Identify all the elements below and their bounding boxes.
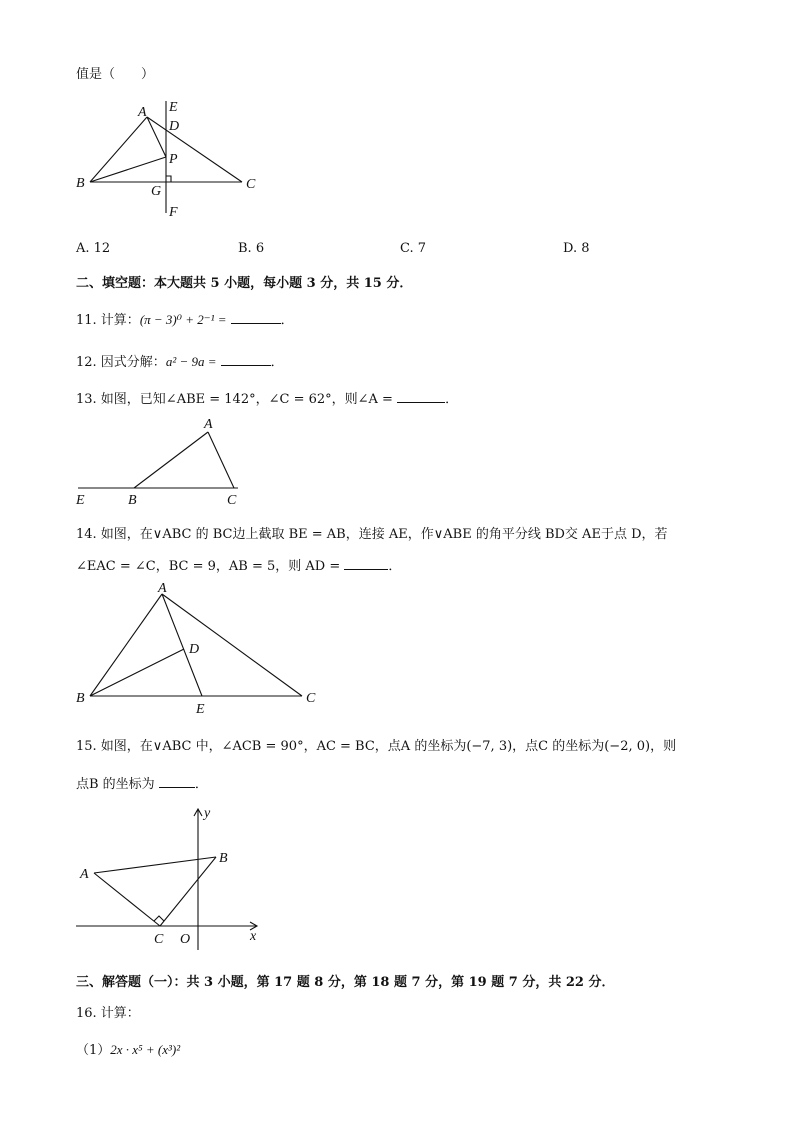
q14-line2: [76, 555, 401, 574]
line-bd: [90, 649, 184, 696]
q10-text: 值是（ ）: [76, 67, 155, 82]
q13-end: ．: [445, 392, 459, 407]
q15-line2-text: 点B 的坐标为: [76, 777, 155, 792]
q15-end: ．: [194, 777, 208, 792]
right-angle-mark: [154, 916, 164, 921]
line-cb: [160, 857, 216, 926]
q13: [76, 388, 458, 407]
q12-end: ．: [270, 355, 284, 370]
q10-figure: [70, 95, 270, 225]
q11-expr: (π − 3)⁰ + 2⁻¹ =: [139, 312, 227, 327]
q11-end: ．: [280, 313, 294, 328]
line-ac: [94, 873, 160, 926]
q16-part1-label: （1）: [76, 1043, 111, 1058]
line-ac: [208, 432, 234, 488]
right-angle-mark: [166, 176, 171, 182]
label-b: B: [76, 691, 85, 706]
label-a: A: [80, 867, 89, 882]
q11-num: 11. 计算：: [76, 313, 140, 328]
label-b: B: [219, 851, 228, 866]
line-ac: [162, 594, 302, 696]
q15-figure: [70, 802, 270, 952]
q15-blank: [159, 775, 195, 788]
q16-part1: [76, 1039, 180, 1058]
label-a: A: [138, 105, 147, 120]
q11: [76, 309, 294, 328]
label-p: P: [169, 152, 178, 167]
q15-line2: [76, 773, 208, 792]
label-b: B: [128, 493, 137, 508]
option-a: A. 12: [76, 241, 111, 256]
option-d: D. 8: [563, 241, 590, 256]
label-c: C: [227, 493, 237, 508]
q13-figure: [70, 412, 250, 512]
q14-line2-text: ∠EAC = ∠C，BC = 9，AB = 5，则 AD =: [76, 559, 341, 574]
q11-blank: [231, 311, 281, 324]
q14-figure: [70, 580, 330, 720]
option-c: C. 7: [400, 241, 427, 256]
q13-text: 13. 如图，已知∠ABE = 142°，∠C = 62°，则∠A =: [76, 392, 393, 407]
label-y: y: [204, 806, 211, 821]
label-c: C: [246, 177, 256, 192]
label-e: E: [76, 493, 85, 508]
option-b: B. 6: [238, 241, 265, 256]
line-ab: [90, 594, 162, 696]
q16-text: 16. 计算：: [76, 1006, 140, 1021]
q14-line1: 14. 如图，在∨ABC 的 BC边上截取 BE = AB，连接 AE，作∨ABE 的角平分线 BD交 AE于点 D，若: [76, 527, 668, 542]
q13-blank: [397, 390, 445, 403]
label-b: B: [76, 176, 85, 191]
label-a: A: [204, 417, 213, 432]
line-ba: [134, 432, 208, 488]
label-c: C: [306, 691, 316, 706]
q16-part1-expr: 2x · x⁵ + (x³)²: [110, 1042, 181, 1057]
q12-num: 12. 因式分解：: [76, 355, 166, 370]
q15-line1: 15. 如图，在∨ABC 中，∠ACB = 90°，AC = BC，点A 的坐标为(−7, 3)，点C 的坐标为(−2, 0)，则: [76, 739, 677, 754]
q14-blank: [344, 557, 388, 570]
label-e: E: [169, 100, 178, 115]
label-c: C: [154, 932, 164, 947]
q12: [76, 351, 284, 370]
label-x: x: [250, 929, 257, 944]
q12-blank: [221, 353, 271, 366]
label-e: E: [196, 702, 205, 717]
q12-expr: a² − 9a =: [165, 354, 217, 369]
line-ac: [147, 117, 242, 182]
section2-title: 二、填空题：本大题共 5 小题，每小题 3 分，共 15 分．: [76, 276, 413, 291]
label-f: F: [169, 205, 178, 220]
section3-title: 三、解答题（一）：共 3 小题，第 17 题 8 分，第 18 题 7 分，第 19 题 7 分，共 22 分．: [76, 975, 615, 990]
label-d: D: [189, 642, 200, 657]
label-d: D: [169, 119, 180, 134]
q14-end: ．: [388, 559, 402, 574]
label-a: A: [158, 581, 167, 596]
label-g: G: [151, 184, 162, 199]
label-o: O: [180, 932, 191, 947]
